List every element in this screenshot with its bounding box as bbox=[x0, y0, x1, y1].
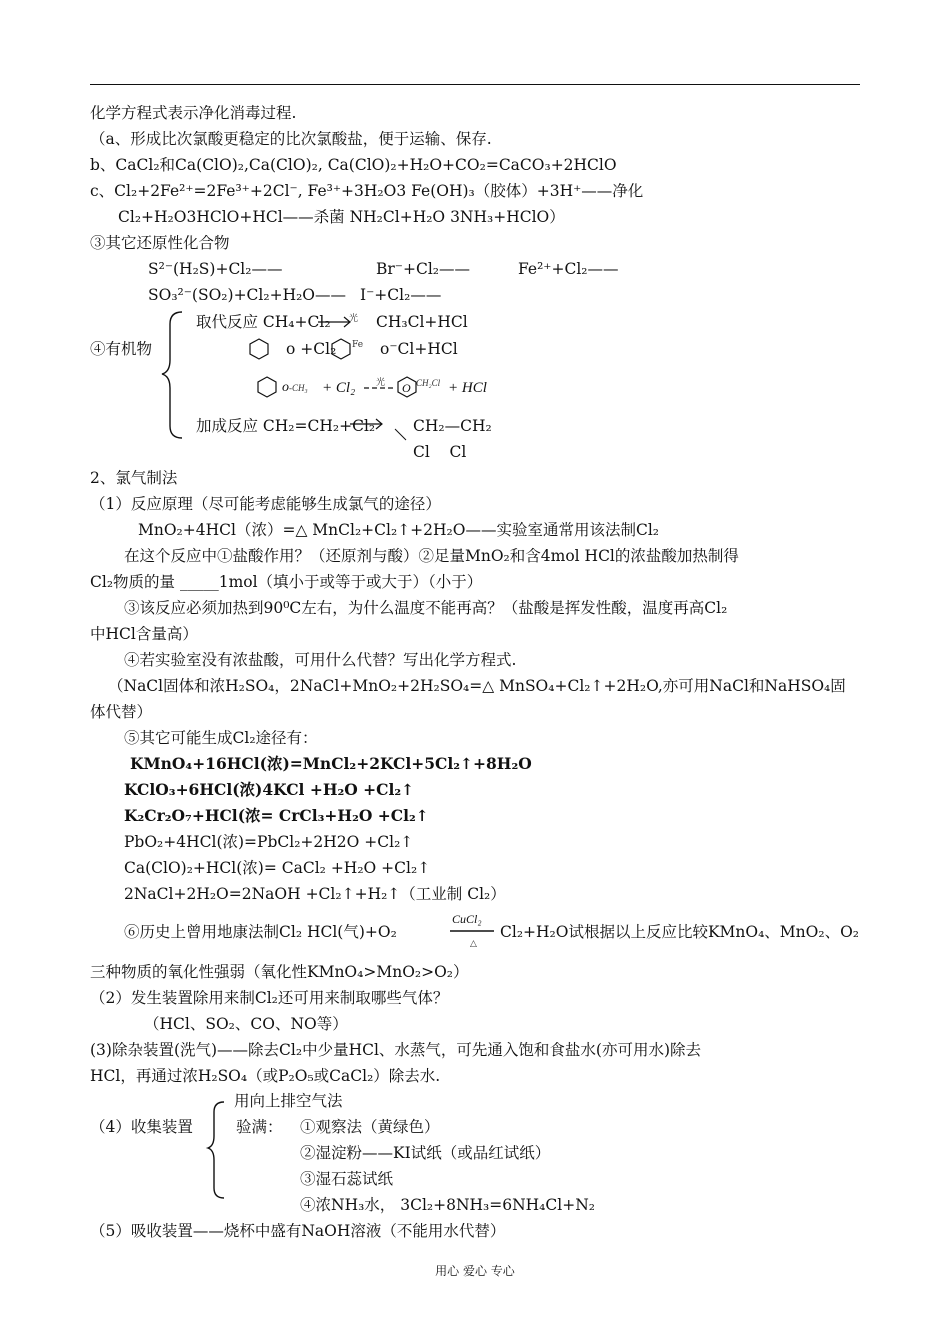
formula-text: O bbox=[402, 381, 411, 395]
text-line: Cl₂+H₂O试根据以上反应比较KMnO₄、MnO₂、O₂ bbox=[500, 923, 860, 941]
text-line: ③该反应必须加热到90⁰C左右，为什么温度不能再高？（盐酸是挥发性酸，温度再高Cl₂ bbox=[124, 599, 728, 617]
text-line: ④若实验室没有浓盐酸，可用什么代替？写出化学方程式. bbox=[124, 651, 517, 669]
equation: I⁻+Cl₂—— bbox=[360, 286, 442, 304]
text-line: HCl，再通过浓H₂SO₄（或P₂O₅或CaCl₂）除去水. bbox=[90, 1067, 441, 1085]
header-rule bbox=[90, 84, 860, 85]
equation: 加成反应 CH₂=CH₂+Cl₂ bbox=[196, 417, 376, 435]
text-line: （4）收集装置 bbox=[90, 1118, 193, 1136]
text-line: ②湿淀粉——KI试纸（或品红试纸） bbox=[300, 1144, 551, 1162]
condition-label: △ bbox=[470, 939, 477, 949]
text-line: c、Cl₂+2Fe²⁺=2Fe³⁺+2Cl⁻, Fe³⁺+3H₂O3 Fe(OH)₃（胶体）+3H⁺——净化 bbox=[90, 182, 644, 200]
catalyst-label: Fe bbox=[352, 340, 364, 350]
text-line: 在这个反应中①盐酸作用？（还原剂与酸）②足量MnO₂和含4mol HCl的浓盐酸加热制得 bbox=[124, 547, 739, 565]
equation: o +Cl₂ bbox=[286, 340, 337, 358]
equation: S²⁻(H₂S)+Cl₂—— bbox=[148, 260, 283, 278]
equation: K₂Cr₂O₇+HCl(浓= CrCl₃+H₂O +Cl₂↑ bbox=[124, 806, 429, 825]
equation: KMnO₄+16HCl(浓)=MnCl₂+2KCl+5Cl₂↑+8H₂O bbox=[130, 754, 532, 773]
bond-line-icon bbox=[394, 428, 408, 442]
text-line: 中HCl含量高） bbox=[90, 625, 198, 643]
text-line: 体代替） bbox=[90, 703, 153, 721]
condition-label: 光 bbox=[349, 314, 359, 324]
benzene-ring-icon bbox=[248, 338, 270, 360]
text-line: ③其它还原性化合物 bbox=[90, 234, 230, 252]
text-line: （2）发生装置除用来制Cl₂还可用来制取哪些气体？ bbox=[90, 989, 449, 1007]
equation: Br⁻+Cl₂—— bbox=[376, 260, 470, 278]
equation: CH₂—CH₂ bbox=[413, 417, 492, 435]
text-line: b、CaCl₂和Ca(ClO)₂,Ca(ClO)₂, Ca(ClO)₂+H₂O+CO₂=CaCO₃+2HClO bbox=[90, 156, 617, 174]
text-line: 验满： bbox=[236, 1118, 283, 1136]
text-line: （a、形成比次氯酸更稳定的比次氯酸盐，便于运输、保存. bbox=[90, 130, 492, 148]
formula-text: CH₂Cl bbox=[416, 378, 441, 388]
equation: o⁻Cl+HCl bbox=[380, 340, 458, 358]
equation: Cl Cl bbox=[413, 443, 467, 461]
benzene-ring-icon bbox=[256, 376, 278, 398]
condition-label: 光 bbox=[376, 378, 386, 388]
text-line: （NaCl固体和浓H₂SO₄，2NaCl+MnO₂+2H₂SO₄=△ MnSO₄+Cl₂↑+2H₂O,亦可用NaCl和NaHSO₄固 bbox=[108, 677, 846, 695]
text-line: Cl₂物质的量 _____1mol（填小于或等于或大于）（小于） bbox=[90, 573, 483, 591]
text-line: ⑤其它可能生成Cl₂途径有： bbox=[124, 729, 318, 747]
equation: 2NaCl+2H₂O=2NaOH +Cl₂↑+H₂↑（工业制 Cl₂） bbox=[124, 885, 506, 903]
equation: SO₃²⁻(SO₂)+Cl₂+H₂O—— bbox=[148, 286, 347, 304]
equation: Ca(ClO)₂+HCl(浓)= CaCl₂ +H₂O +Cl₂↑ bbox=[124, 859, 431, 877]
text-line: ③湿石蕊试纸 bbox=[300, 1170, 394, 1188]
text-line: Cl₂+H₂O3HClO+HCl——杀菌 NH₂Cl+H₂O 3NH₃+HClO） bbox=[118, 208, 565, 226]
text-line: ⑥历史上曾用地康法制Cl₂ HCl(气)+O₂ bbox=[124, 923, 397, 941]
text-line: 三种物质的氧化性强弱（氧化性KMnO₄>MnO₂>O₂） bbox=[90, 963, 469, 981]
catalyst-label: CuCl₂ bbox=[452, 912, 482, 926]
text-line: （1）反应原理（尽可能考虑能够生成氯气的途径） bbox=[90, 495, 441, 513]
text-line: （5）吸收装置——烧杯中盛有NaOH溶液（不能用水代替） bbox=[90, 1222, 506, 1240]
text-line: ①观察法（黄绿色） bbox=[300, 1118, 440, 1136]
brace-icon bbox=[160, 310, 190, 440]
organic-label: ④有机物 bbox=[90, 340, 153, 358]
reaction-arrow-icon bbox=[350, 416, 386, 432]
text-line: 化学方程式表示净化消毒过程. bbox=[90, 104, 297, 122]
text-line: （HCl、SO₂、CO、NO等） bbox=[144, 1015, 348, 1033]
equation: 取代反应 CH₄+Cl₂ bbox=[196, 313, 331, 331]
text-line: (3)除杂装置(洗气)——除去Cl₂中少量HCl、水蒸气，可先通入饱和食盐水(亦可用水)除去 bbox=[90, 1041, 702, 1059]
equation: CH₃Cl+HCl bbox=[376, 313, 468, 331]
text-line: 用向上排空气法 bbox=[234, 1092, 343, 1110]
section-heading: 2、氯气制法 bbox=[90, 469, 178, 487]
equation: + Cl₂ bbox=[322, 380, 356, 396]
equation: Fe²⁺+Cl₂—— bbox=[518, 260, 619, 278]
benzene-ring-icon bbox=[330, 338, 352, 360]
text-line: ④浓NH₃水， 3Cl₂+8NH₃=6NH₄Cl+N₂ bbox=[300, 1196, 595, 1214]
equation: MnO₂+4HCl（浓）=△ MnCl₂+Cl₂↑+2H₂O——实验室通常用该法制Cl₂ bbox=[138, 521, 659, 539]
equation: PbO₂+4HCl(浓)=PbCl₂+2H2O +Cl₂↑ bbox=[124, 833, 414, 851]
brace-icon bbox=[206, 1100, 230, 1200]
equation: KClO₃+6HCl(浓)4KCl +H₂O +Cl₂↑ bbox=[124, 780, 415, 799]
page-footer: 用心 爱心 专心 bbox=[435, 1264, 515, 1278]
equation: + HCl bbox=[448, 380, 487, 396]
formula-text: o-CH₃ bbox=[282, 380, 308, 395]
